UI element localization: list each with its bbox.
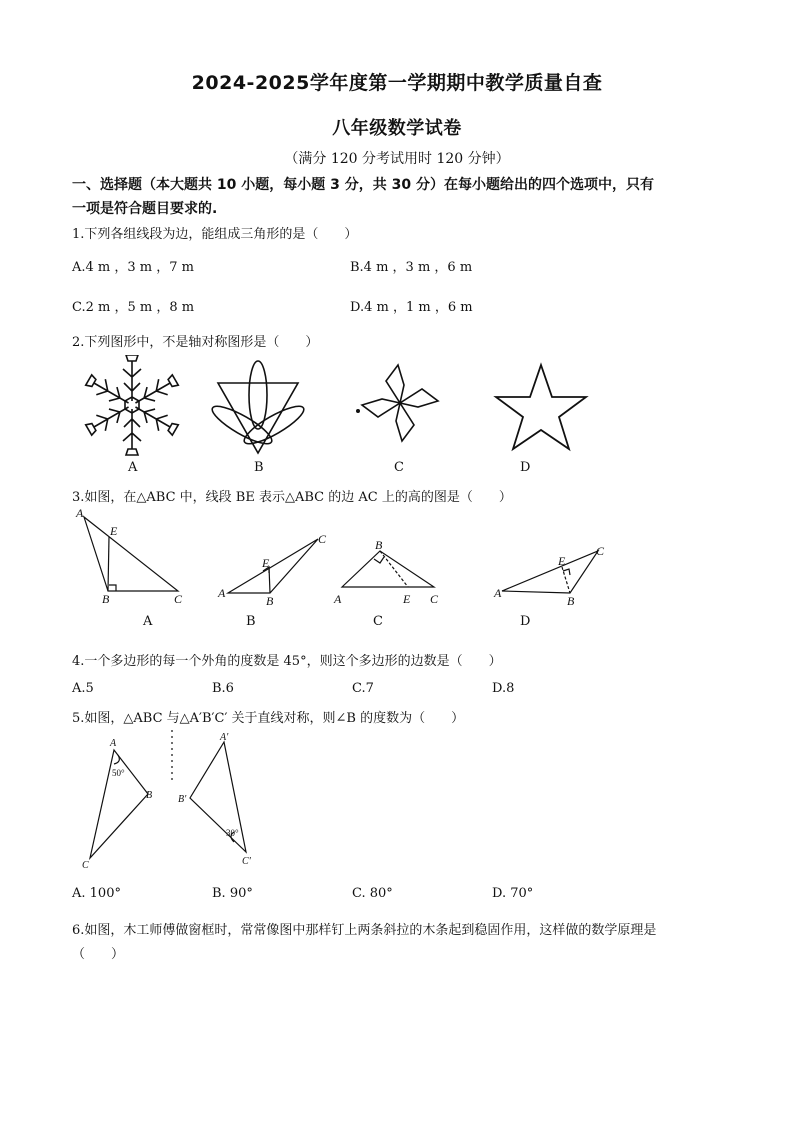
q5-angle-label-a: 50° xyxy=(112,768,125,778)
q1-option-d: D.4 m ，1 m ，6 m xyxy=(350,300,473,315)
q4-option-c: C.7 xyxy=(352,681,374,696)
q2-fig-c-pinwheel xyxy=(357,365,438,441)
q2-fig-b-triangle-blades xyxy=(208,361,308,453)
q1-stem: 1.下列各组线段为边，能组成三角形的是（ ） xyxy=(72,227,358,242)
q2-label-b: B xyxy=(254,460,264,475)
q3-b-pt-e: E xyxy=(262,556,270,570)
q5-pt-a: A xyxy=(110,738,117,749)
q4-option-b: B.6 xyxy=(212,681,234,696)
q3-fig-a xyxy=(84,517,178,591)
q3-stem: 3.如图，在△ABC 中，线段 BE 表示△ABC 的边 AC 上的高的图是（ ） xyxy=(72,490,512,505)
q5-option-b: B. 90° xyxy=(212,886,253,901)
q2-label-c: C xyxy=(394,460,404,475)
q3-b-pt-b: B xyxy=(266,594,274,608)
q2-stem: 2.下列图形中，不是轴对称图形是（ ） xyxy=(72,335,319,350)
q1-option-c: C.2 m ，5 m ，8 m xyxy=(72,300,195,315)
q3-a-pt-e: E xyxy=(110,524,118,538)
q3-label-c: C xyxy=(373,614,383,629)
section-heading-line2: 一项是符合题目要求的. xyxy=(72,201,218,217)
q6-stem: 6.如图，木工师傅做窗框时，常常像图中那样钉上两条斜拉的木条起到稳固作用，这样做的数学原理是 xyxy=(72,923,657,938)
q5-triangle-abc xyxy=(90,750,148,858)
q3-fig-b xyxy=(228,539,318,593)
q3-a-pt-c: C xyxy=(174,592,183,606)
q5-pt-b1: B' xyxy=(178,794,187,805)
q2-figures xyxy=(70,355,630,465)
q5-angle-label-c1: 30° xyxy=(226,828,239,838)
q3-c-pt-b: B xyxy=(375,538,383,552)
q4-option-d: D.8 xyxy=(492,681,515,696)
q3-d-pt-c: C xyxy=(596,544,605,558)
q3-a-pt-b: B xyxy=(102,592,110,606)
q5-option-c: C. 80° xyxy=(352,886,393,901)
q3-fig-d xyxy=(502,551,598,593)
exam-subtitle: 八年级数学试卷 xyxy=(332,118,462,139)
q5-pt-c1: C' xyxy=(242,856,251,867)
q5-pt-a1: A' xyxy=(220,732,229,743)
q1-option-b: B.4 m ，3 m ，6 m xyxy=(350,260,473,275)
q3-figures xyxy=(70,505,630,615)
q3-fig-c xyxy=(342,551,434,587)
q3-d-pt-e: E xyxy=(558,554,566,568)
section-heading-line1: 一、选择题（本大题共 10 小题，每小题 3 分，共 30 分）在每小题给出的四个选项中，只有 xyxy=(72,177,654,193)
q5-pt-c: C xyxy=(82,860,89,871)
q2-label-a: A xyxy=(128,460,138,475)
q5-figure xyxy=(74,728,274,874)
q1-option-a: A.4 m ，3 m ，7 m xyxy=(72,260,194,275)
q4-option-a: A.5 xyxy=(72,681,94,696)
q3-d-pt-b: B xyxy=(567,594,575,608)
q3-c-pt-a: A xyxy=(334,592,342,606)
q5-pt-b: B xyxy=(146,790,153,801)
q2-label-d: D xyxy=(520,460,531,475)
q2-fig-d-star xyxy=(496,365,586,449)
q3-b-pt-c: C xyxy=(318,532,327,546)
q3-label-d: D xyxy=(520,614,531,629)
exam-note: （满分 120 分考试用时 120 分钟） xyxy=(284,151,510,167)
q3-label-a: A xyxy=(143,614,153,629)
q3-d-pt-a: A xyxy=(494,586,502,600)
exam-title: 2024-2025学年度第一学期期中教学质量自查 xyxy=(191,72,603,94)
q3-c-pt-e: E xyxy=(403,592,411,606)
q5-angle-mark-a xyxy=(114,755,119,764)
q3-label-b: B xyxy=(246,614,256,629)
q6-stem-blank: （ ） xyxy=(72,947,125,962)
q5-stem: 5.如图，△ABC 与△A′B′C′ 关于直线对称，则∠B 的度数为（ ） xyxy=(72,711,465,726)
q2-fig-a-snowflake xyxy=(84,355,180,455)
q3-c-pt-c: C xyxy=(430,592,439,606)
q5-option-a: A. 100° xyxy=(72,886,121,901)
q3-a-pt-a: A xyxy=(76,506,84,520)
q5-option-d: D. 70° xyxy=(492,886,534,901)
q4-stem: 4.一个多边形的每一个外角的度数是 45°，则这个多边形的边数是（ ） xyxy=(72,654,502,669)
q3-b-pt-a: A xyxy=(218,586,226,600)
